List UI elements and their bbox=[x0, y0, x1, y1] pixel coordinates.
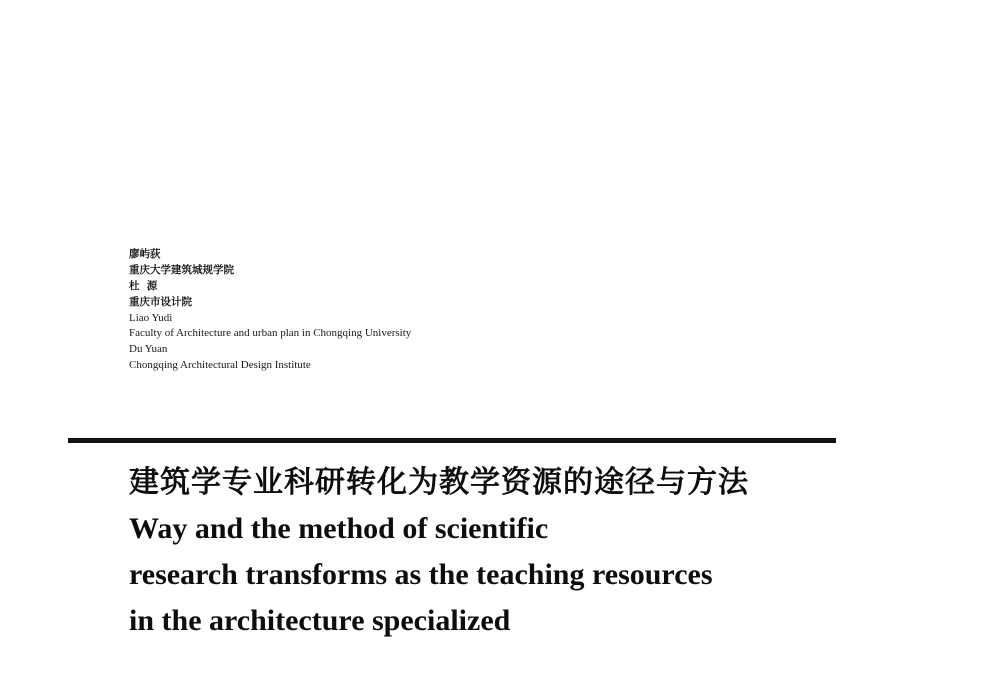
author-block bbox=[129, 247, 729, 374]
title-chinese: 建筑学专业科研转化为教学资源的途径与方法 bbox=[129, 465, 749, 500]
author-affiliation-en: Faculty of Architecture and urban plan in Chongqing University bbox=[129, 327, 412, 340]
author-affiliation-cn: 重庆大学建筑城规学院 bbox=[129, 263, 234, 276]
author-name-en: Du Yuan bbox=[129, 343, 168, 356]
title-block bbox=[129, 462, 849, 644]
title-rule bbox=[68, 438, 836, 443]
author-name-cn: 杜 源 bbox=[129, 279, 158, 292]
author-name-en: Liao Yudi bbox=[129, 311, 173, 324]
title-english-line: Way and the method of scientific bbox=[129, 512, 549, 545]
title-english-line: research transforms as the teaching resources bbox=[129, 558, 713, 591]
title-english-line: in the architecture specialized bbox=[129, 604, 511, 637]
author-affiliation-en: Chongqing Architectural Design Institute bbox=[129, 359, 311, 372]
author-name-cn: 廖屿荻 bbox=[129, 248, 161, 260]
author-affiliation-cn: 重庆市设计院 bbox=[129, 295, 192, 308]
